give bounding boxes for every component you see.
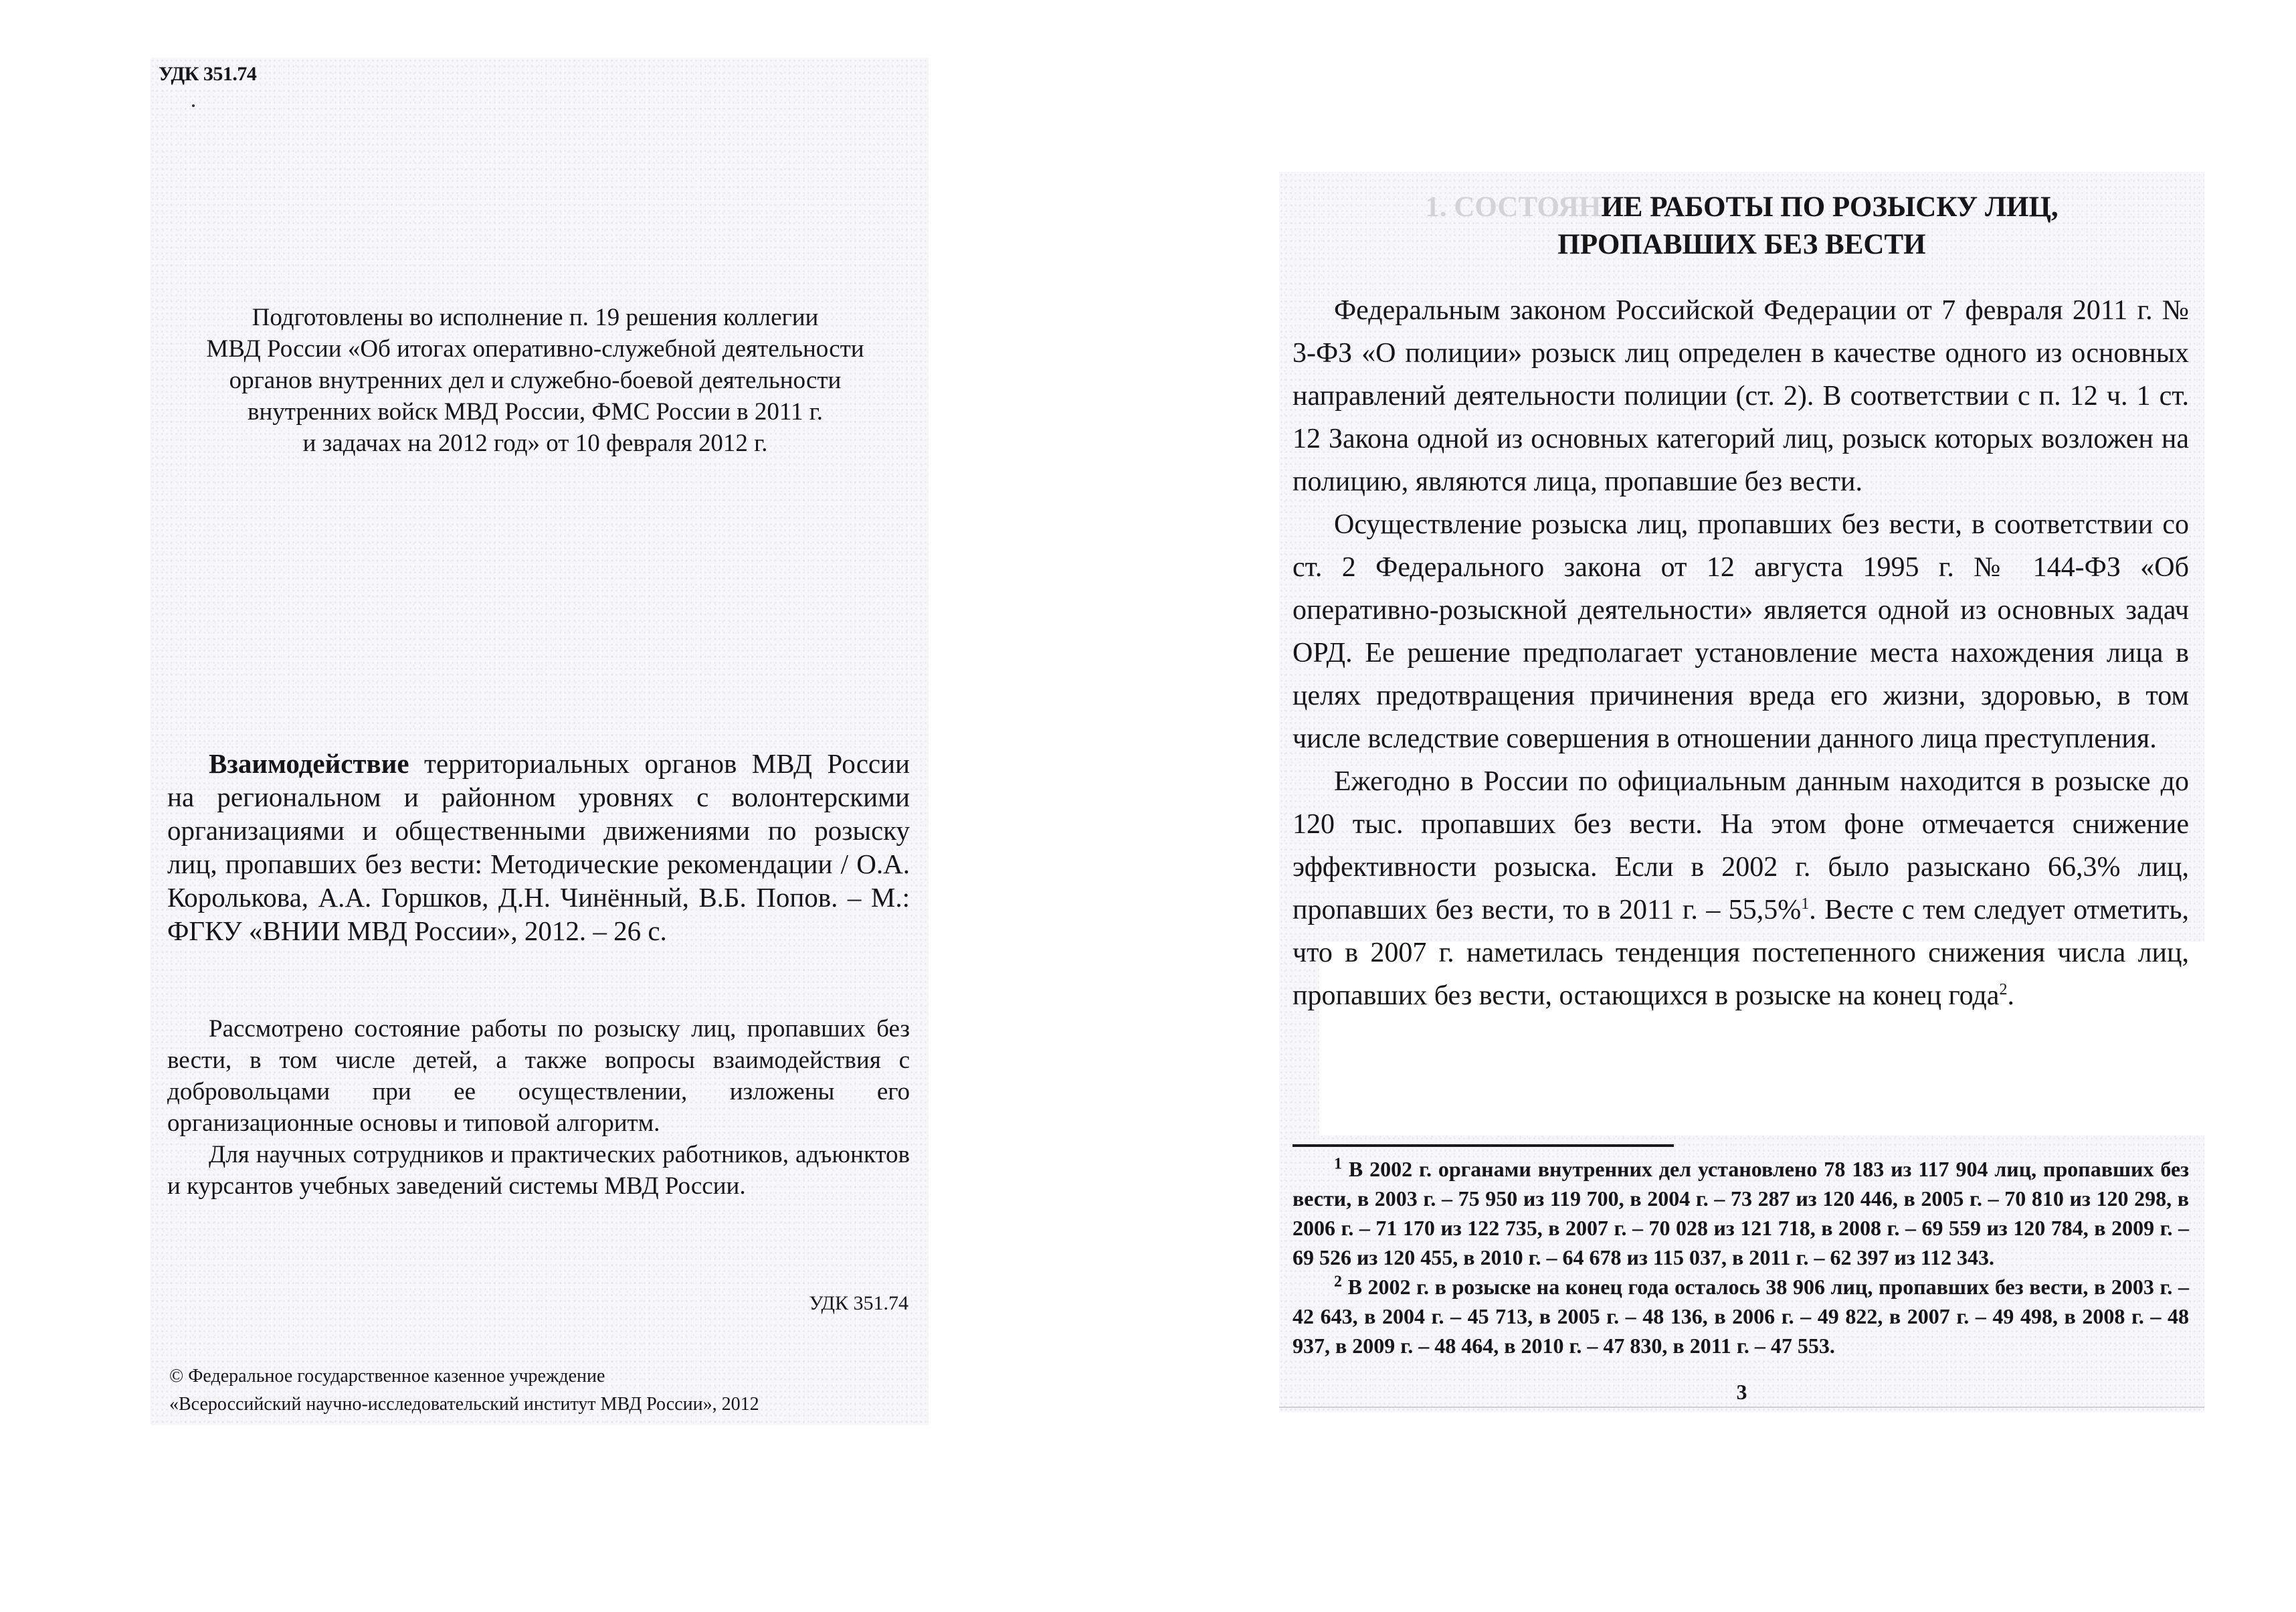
abstract-paragraph: Рассмотрено состояние работы по розыску лиц, пропавших без вести, в том числе детей, а также вопросы взаимодействия с добровольцами при ее осуществлении, изложены его организационные основы и типовой алгоритм. <box>167 1015 910 1137</box>
page-edge <box>1279 1407 2204 1408</box>
paragraph-text: . <box>2007 980 2014 1011</box>
body-paragraph <box>1293 760 2189 1017</box>
footnote-mark: 1 <box>1334 1155 1342 1173</box>
footnote-ref-1[interactable]: 1 <box>1801 895 1810 913</box>
footnotes <box>1293 1154 2189 1360</box>
book-title: Взаимодействие <box>209 748 409 779</box>
page-number: 3 <box>1736 1380 1747 1404</box>
paragraph-text: . Весте с тем следует отметить, что в 2007 г. наметилась тенденция постепенного снижения числа лиц, пропавших без вести, остающихся в розыске на конец года <box>1293 895 2189 1011</box>
copyright-line: © Федеральное государственное казенное учреждение <box>169 1366 605 1386</box>
bibliographic-details: территориальных органов МВД России на региональном и районном уровнях с волонтерскими организациями и общественными движениями по розыску лиц, пропавших без вести: Методические рекомендации / О.А. Королькова, А.А. Горшков, Д.Н. Чинённый, В.Б. Попов. – М.: ФГКУ «ВНИИ МВД России», 2012. – 26 с. <box>167 748 910 946</box>
scan-speck <box>192 104 195 107</box>
bibliographic-description <box>167 747 910 948</box>
footnote-text: В 2002 г. в розыске на конец года осталось 38 906 лиц, пропавших без вести, в 2003 г. – 42 643, в 2004 г. – 45 713, в 2005 г. – 48 136, в 2006 г. – 49 822, в 2007 г. – 49 498, в 2008 г. – 48 937, в 2009 г. – 48 464, в 2010 г. – 47 830, в 2011 г. – 47 553. <box>1293 1275 2189 1358</box>
prepared-line: Подготовлены во исполнение п. 19 решения коллегии <box>252 304 819 331</box>
right-page <box>1279 172 2204 1412</box>
chapter-title-faded: 1. СОСТОЯН <box>1425 191 1602 223</box>
udk-code-bottom: УДК 351.74 <box>809 1292 908 1314</box>
prepared-line: МВД России «Об итогах оперативно-служебной деятельности <box>206 335 864 363</box>
chapter-title-line-2: ПРОПАВШИХ БЕЗ ВЕСТИ <box>1557 229 1926 260</box>
prepared-by-note <box>171 302 900 459</box>
body-text <box>1293 289 2189 1017</box>
chapter-title <box>1279 189 2204 264</box>
footnote-mark: 2 <box>1334 1273 1342 1291</box>
abstract <box>167 1013 910 1202</box>
udk-code-top: УДК 351.74 <box>159 63 257 85</box>
footnote-text: В 2002 г. органами внутренних дел установлено 78 183 из 117 904 лиц, пропавших без вести, в 2003 г. – 75 950 из 119 700, в 2004 г. – 73 287 из 120 446, в 2005 г. – 70 810 из 120 298, в 2006 г. – 71 170 из 122 735, в 2007 г. – 70 028 из 121 718, в 2008 г. – 69 559 из 120 784, в 2009 г. – 69 526 из 120 455, в 2010 г. – 64 678 из 115 037, в 2011 г. – 62 397 из 112 343. <box>1293 1157 2189 1269</box>
chapter-title-line-1 <box>1279 189 2204 226</box>
chapter-title-text: ИЕ РАБОТЫ ПО РОЗЫСКУ ЛИЦ, <box>1601 191 2059 223</box>
footnote-ref-2[interactable]: 2 <box>1999 981 2008 998</box>
audience-paragraph: Для научных сотрудников и практических работников, адъюнктов и курсантов учебных заведений системы МВД России. <box>167 1141 910 1200</box>
copyright-line: «Всероссийский научно-исследовательский институт МВД России», 2012 <box>169 1394 759 1415</box>
footnote <box>1293 1154 2189 1272</box>
footnote <box>1293 1272 2189 1360</box>
footnote-separator <box>1293 1144 1674 1147</box>
prepared-line: органов внутренних дел и служебно-боевой деятельности <box>229 367 842 394</box>
prepared-line: и задачах на 2012 год» от 10 февраля 2012 г. <box>302 430 768 457</box>
paragraph-text: Ежегодно в России по официальным данным находится в розыске до 120 тыс. пропавших без вести. На этом фоне отмечается снижение эффективности розыска. Если в 2002 г. было разыскано 66,3% лиц, пропавших без вести, то в 2011 г. – 55,5% <box>1293 766 2189 925</box>
body-paragraph: Осуществление розыска лиц, пропавших без вести, в соответствии со ст. 2 Федерального закона от 12 августа 1995 г. № 144-ФЗ «Об оперативно-розыскной деятельности» является одной из основных задач ОРД. Ее решение предполагает установление места нахождения лица в целях предотвращения причинения вреда его жизни, здоровью, в том числе вследствие совершения в отношении данного лица преступления. <box>1293 509 2189 754</box>
prepared-line: внутренних войск МВД России, ФМС России в 2011 г. <box>248 398 823 426</box>
body-paragraph: Федеральным законом Российской Федерации от 7 февраля 2011 г. № 3-ФЗ «О полиции» розыск лиц определен в качестве одного из основных направлений деятельности полиции (ст. 2). В соответствии с п. 12 ч. 1 ст. 12 Закона одной из основных категорий лиц, розыск которых возложен на полицию, являются лица, пропавшие без вести. <box>1293 295 2189 497</box>
copyright-notice <box>169 1362 759 1419</box>
left-page <box>151 58 929 1425</box>
